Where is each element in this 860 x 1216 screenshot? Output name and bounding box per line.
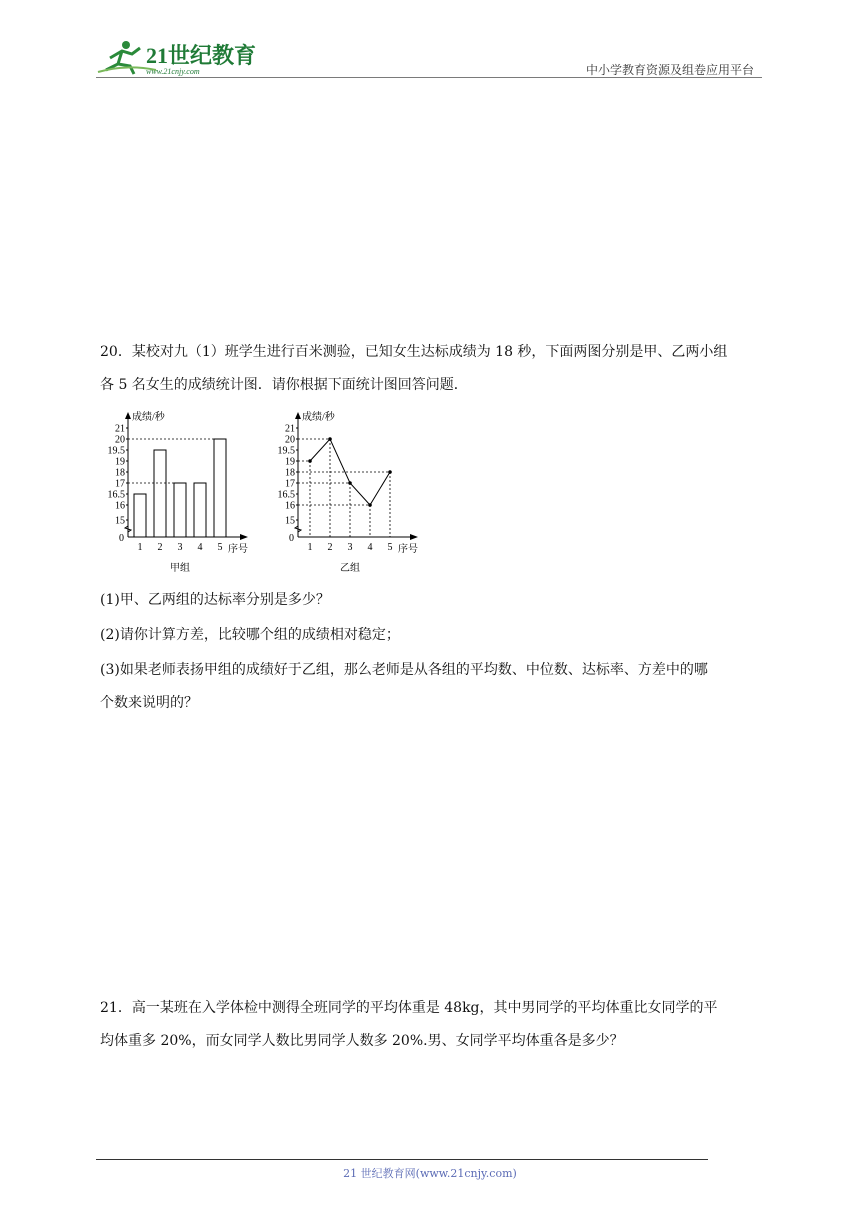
x-tick-label: 5 (217, 542, 223, 553)
x-tick-label: 1 (307, 542, 313, 553)
y-tick-label: 15 (285, 515, 295, 527)
x-tick-label: 5 (387, 542, 393, 553)
q20-sub2: (2)请你计算方差，比较哪个组的成绩相对稳定； (100, 627, 400, 643)
q20-sub3-cont: 个数来说明的？ (100, 695, 198, 711)
bar (154, 450, 166, 537)
q20-sub3: (3)如果老师表扬甲组的成绩好于乙组，那么老师是从各组的平均数、中位数、达标率、方差中的哪 (100, 662, 708, 678)
x-axis-arrow (410, 534, 418, 540)
data-point (308, 459, 312, 463)
chart-title: 甲组 (170, 563, 190, 574)
chart-title: 乙组 (340, 563, 360, 574)
q20-stem-line2: 各 5 名女生的成绩统计图．请你根据下面统计图回答问题． (100, 377, 468, 393)
y-tick-label: 15 (115, 515, 125, 527)
y-tick-label: 18 (285, 467, 295, 479)
y-axis-arrow (125, 412, 131, 419)
data-point (328, 437, 332, 441)
q21-stem-line2: 均体重多 20%，而女同学人数比男同学人数多 20%.男、女同学平均体重各是多少？ (100, 1033, 624, 1049)
data-point (388, 470, 392, 474)
y-tick-label: 16.5 (277, 489, 295, 501)
x-axis-arrow (240, 534, 248, 540)
y-tick-label: 19 (115, 456, 125, 468)
y-tick-label: 21 (285, 423, 295, 435)
x-tick-label: 1 (137, 542, 143, 553)
bar (214, 439, 226, 537)
bar (194, 483, 206, 537)
bar (174, 483, 186, 537)
site-logo (96, 36, 266, 78)
y-tick-label: 20 (285, 434, 295, 446)
svg-text:www.21cnjy.com: www.21cnjy.com (146, 67, 200, 76)
y-tick-label: 20 (115, 434, 125, 446)
chart-yi (278, 410, 419, 574)
y-tick-label: 19 (285, 456, 295, 468)
y-axis-arrow (295, 412, 301, 419)
x-tick-label: 3 (347, 542, 353, 553)
y-tick-label: 16 (115, 500, 125, 512)
header-divider (96, 77, 762, 78)
y-tick-label: 17 (285, 478, 295, 490)
y-tick-label: 17 (115, 478, 125, 490)
data-point (368, 503, 372, 507)
x-axis-label: 序号 (398, 544, 418, 555)
y-axis-label: 成绩/秒 (132, 412, 165, 423)
q20-stem-line1: 20．某校对九（1）班学生进行百米测验，已知女生达标成绩为 18 秒，下面两图分别是甲、乙两小组 (100, 344, 728, 360)
y-tick-label: 21 (115, 423, 125, 435)
svg-text:21世纪教育: 21世纪教育 (146, 43, 257, 68)
x-tick-label: 4 (197, 542, 203, 553)
x-tick-label: 4 (367, 542, 373, 553)
x-tick-label: 2 (157, 542, 163, 553)
q20-charts (100, 408, 440, 578)
footer-divider (96, 1159, 708, 1160)
y-tick-label: 18 (115, 467, 125, 479)
bar (134, 494, 146, 537)
header-tagline: 中小学教育资源及组卷应用平台 (585, 63, 754, 77)
y-tick-label: 16 (285, 500, 295, 512)
x-axis-label: 序号 (228, 544, 248, 555)
y-tick-label: 19.5 (107, 445, 125, 457)
x-tick-label: 3 (177, 542, 183, 553)
y-axis-label: 成绩/秒 (302, 412, 335, 423)
y-tick-label: 19.5 (277, 445, 295, 457)
q20-sub1: (1)甲、乙两组的达标率分别是多少？ (100, 592, 330, 608)
chart-jia (108, 410, 249, 574)
data-point (348, 481, 352, 485)
origin-label: 0 (289, 533, 294, 544)
x-tick-label: 2 (327, 542, 333, 553)
y-tick-label: 16.5 (107, 489, 125, 501)
origin-label: 0 (119, 533, 124, 544)
q21-stem-line1: 21．高一某班在入学体检中测得全班同学的平均体重是 48kg，其中男同学的平均体重比女同学的平 (100, 1000, 718, 1016)
footer-text: 21 世纪教育网(www.21cnjy.com) (343, 1167, 517, 1180)
